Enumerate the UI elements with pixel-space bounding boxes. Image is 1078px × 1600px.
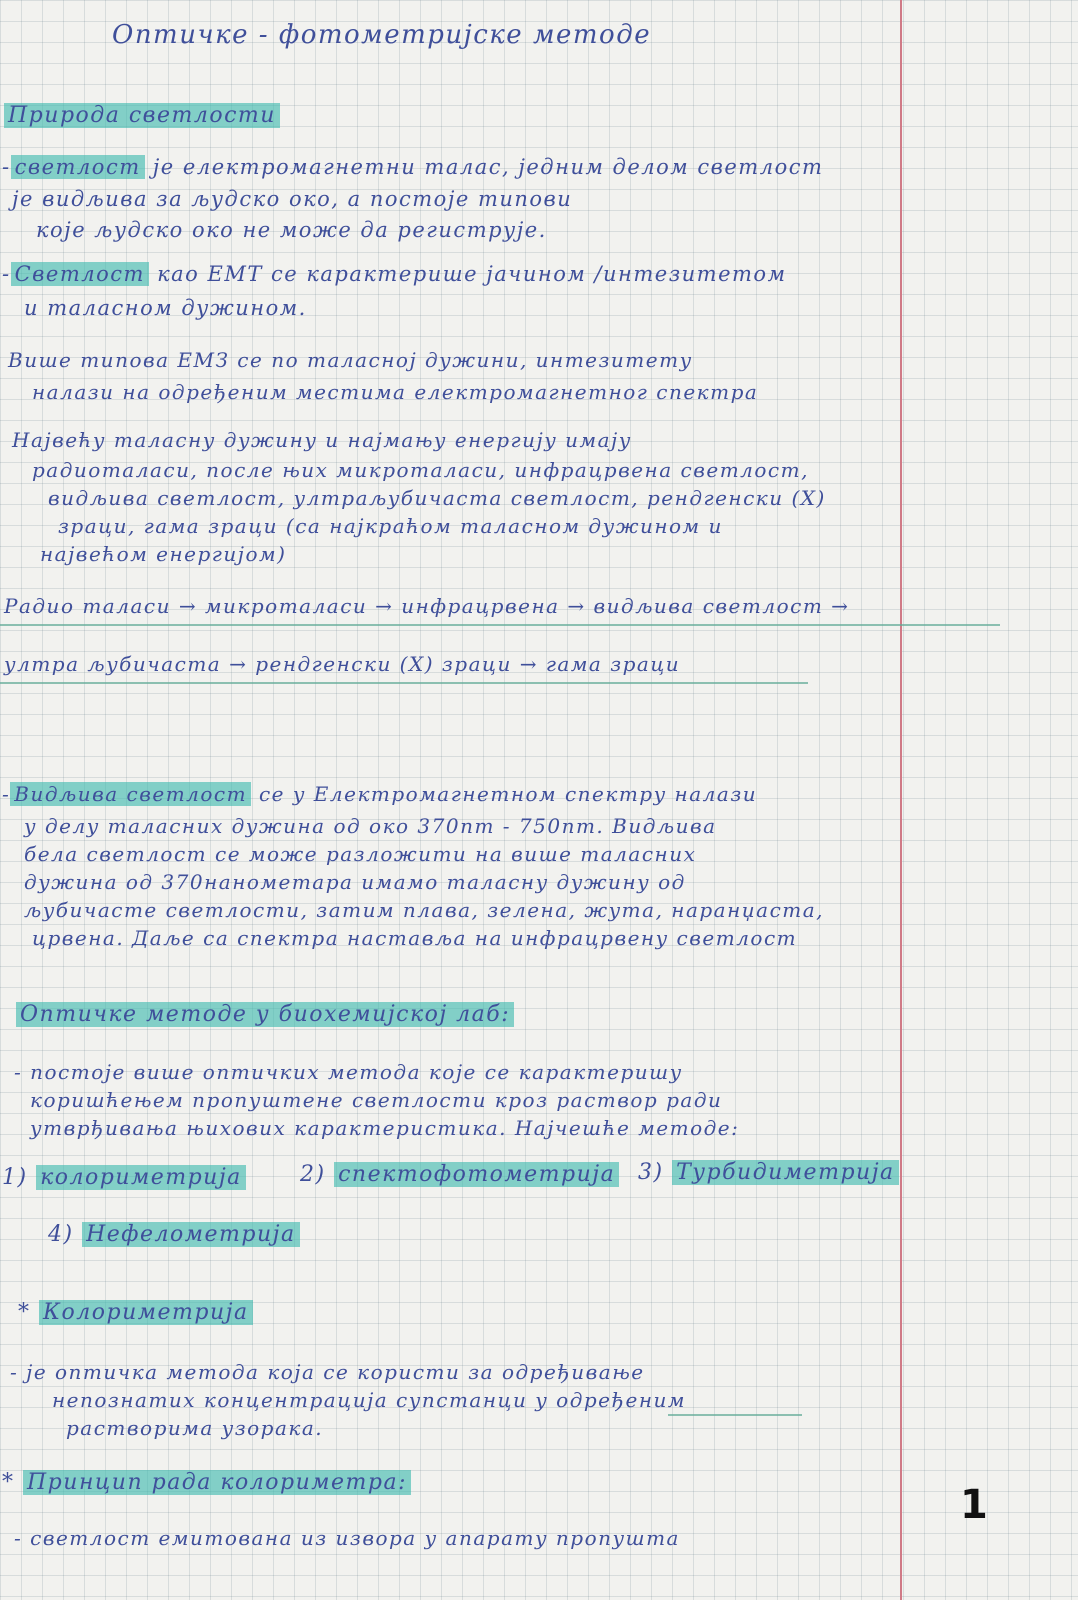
text-line: је видљива за људско око, а постоје типови: [12, 187, 573, 211]
term-highlight: Светлост: [11, 262, 149, 286]
page-title: Оптичке - фотометријске методе: [112, 20, 652, 50]
text-line: црвена. Даље са спектра наставља на инфрацрвену светлост: [32, 926, 798, 950]
method-number: 1): [2, 1165, 28, 1190]
section-heading-optical-methods: [16, 1002, 514, 1027]
spectrum-line: Радио таласи → микроталаси → инфрацрвена → видљива светлост →: [4, 594, 850, 618]
dash: -: [2, 262, 11, 286]
heading-highlight: Оптичке методе у биохемијској лаб:: [16, 1002, 514, 1027]
text-line: Више типова ЕМЗ се по таласној дужини, интезитету: [8, 348, 693, 372]
text-line: налази на одређеним местима електромагнетног спектра: [32, 380, 759, 404]
dash: -: [2, 782, 11, 806]
method-number: 4): [48, 1222, 74, 1247]
method-highlight: Нефелометрија: [82, 1222, 300, 1247]
text-line: - је оптичка метода која се користи за одређивање: [10, 1360, 645, 1384]
text-line: коришћењем пропуштене светлости кроз раствор ради: [30, 1088, 723, 1112]
heading-highlight: Принцип рада колориметра:: [23, 1470, 411, 1495]
spectrum-line: ултра љубичаста → рендгенски (X) зраци → гама зраци: [4, 652, 681, 676]
text-line: [2, 262, 786, 286]
text-line: утврђивања њихових карактеристика. Најчешће методе:: [30, 1116, 740, 1140]
method-highlight: спектофотометрија: [334, 1162, 619, 1187]
text-line: - постоје више оптичких метода које се карактеришу: [14, 1060, 683, 1084]
term-highlight: Видљива светлост: [10, 782, 251, 806]
section-heading-nature-of-light: [4, 103, 280, 128]
method-highlight: колориметрија: [36, 1165, 246, 1190]
method-3: [638, 1160, 899, 1185]
text-line: бела светлост се може разложити на више таласних: [24, 842, 697, 866]
text-line: љубичасте светлости, затим плава, зелена, жута, наранџаста,: [24, 898, 825, 922]
line-text: је електромагнетни талас, једним делом светлост: [144, 155, 824, 179]
section-heading-principle: [2, 1470, 411, 1495]
text-line: [2, 782, 757, 806]
page-number: 1: [960, 1482, 988, 1528]
text-line: радиоталаси, после њих микроталаси, инфрацрвена светлост,: [32, 458, 809, 482]
method-4: [48, 1222, 300, 1247]
heading-highlight: Природа светлости: [4, 103, 280, 128]
underline: [0, 682, 808, 684]
dash: -: [2, 155, 11, 179]
term-highlight: светлост: [11, 155, 145, 179]
star-bullet: *: [2, 1470, 15, 1495]
text-line: дужина од 370нанометара имамо таласну дужину од: [24, 870, 686, 894]
text-line: највећом енергијом): [40, 542, 287, 566]
text-line: [2, 155, 823, 179]
heading-highlight: Колориметрија: [39, 1300, 253, 1325]
text-line: непознатих концентрација супстанци у одређеним: [52, 1388, 686, 1412]
line-text: се у Електромагнетном спектру налази: [251, 782, 758, 806]
text-line: Највећу таласну дужину и најмању енергију имају: [12, 428, 632, 452]
text-line: растворима узорака.: [66, 1416, 324, 1440]
underline: [0, 624, 1000, 626]
text-line: - светлост емитована из извора у апарату пропушта: [14, 1526, 680, 1550]
text-line: зраци, гама зраци (са најкраћом таласном дужином и: [58, 514, 723, 538]
method-2: [300, 1162, 619, 1187]
underline: [668, 1414, 802, 1416]
method-number: 2): [300, 1162, 326, 1187]
section-heading-colorimetry: [18, 1300, 253, 1325]
line-text: као ЕМТ се карактерише јачином /интезитетом: [148, 262, 787, 286]
star-bullet: *: [18, 1300, 31, 1325]
method-1: [2, 1165, 246, 1190]
method-number: 3): [638, 1160, 664, 1185]
text-line: у делу таласних дужина од око 370nm - 750nm. Видљива: [24, 814, 717, 838]
text-line: видљива светлост, ултраљубичаста светлост, рендгенски (X): [48, 486, 826, 510]
text-line: које људско око не може да региструје.: [36, 218, 547, 242]
margin-line: [900, 0, 902, 1600]
text-line: и таласном дужином.: [24, 296, 307, 320]
method-highlight: Турбидиметрија: [672, 1160, 899, 1185]
